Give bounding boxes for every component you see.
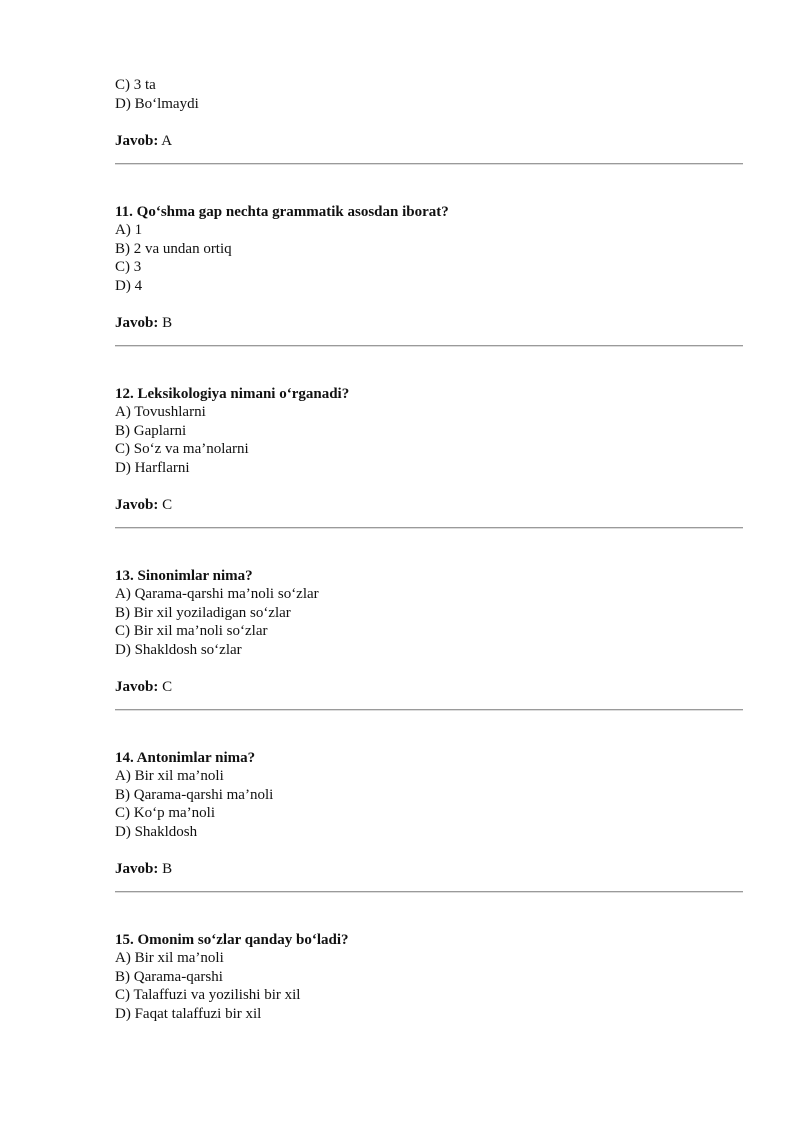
answer-value: B: [158, 861, 173, 877]
option-d: D) Shakldosh so‘zlar: [115, 641, 242, 658]
answer-value: A: [158, 133, 173, 149]
option-d: D) Shakldosh: [115, 823, 198, 840]
option-d: D) Bo‘lmaydi: [115, 95, 199, 112]
question-10-continued: [115, 76, 743, 151]
option-b: B) 2 va undan ortiq: [115, 240, 232, 257]
option-d: D) Faqat talaffuzi bir xil: [115, 1005, 262, 1022]
answer-line: [115, 132, 743, 151]
question-12: [115, 385, 743, 515]
answer-label: Javob:: [115, 133, 159, 149]
option-b: B) Bir xil yoziladigan so‘zlar: [115, 604, 291, 621]
question-11: [115, 203, 743, 333]
option-c: C) Bir xil ma’noli so‘zlar: [115, 623, 268, 639]
answer-value: C: [158, 497, 173, 513]
document-page: [115, 76, 743, 1023]
answer-line: [115, 496, 743, 515]
question-14: [115, 749, 743, 879]
question-title: 11. Qo‘shma gap nechta grammatik asosdan iborat?: [115, 203, 449, 220]
option-b: B) Qarama-qarshi: [115, 968, 223, 985]
answer-label: Javob:: [115, 679, 159, 695]
option-a: A) Tovushlarni: [115, 404, 206, 420]
question-15: [115, 931, 743, 1024]
answer-line: [115, 860, 743, 879]
question-title: 15. Omonim so‘zlar qanday bo‘ladi?: [115, 931, 349, 948]
option-c: C) Talaffuzi va yozilishi bir xil: [115, 987, 301, 1003]
answer-value: B: [158, 315, 173, 331]
option-c: C) 3 ta: [115, 77, 156, 93]
option-a: A) Bir xil ma’noli: [115, 768, 224, 784]
answer-value: C: [158, 679, 173, 695]
answer-label: Javob:: [115, 861, 159, 877]
question-title: 13. Sinonimlar nima?: [115, 567, 253, 584]
option-a: A) Bir xil ma’noli: [115, 950, 224, 966]
option-c: C) 3: [115, 259, 142, 275]
answer-label: Javob:: [115, 497, 159, 513]
question-title: 12. Leksikologiya nimani o‘rganadi?: [115, 385, 350, 402]
option-b: B) Qarama-qarshi ma’noli: [115, 786, 274, 803]
option-d: D) Harflarni: [115, 459, 190, 476]
option-a: A) Qarama-qarshi ma’noli so‘zlar: [115, 586, 319, 602]
answer-label: Javob:: [115, 315, 159, 331]
option-d: D) 4: [115, 277, 143, 294]
option-a: A) 1: [115, 222, 143, 238]
question-title: 14. Antonimlar nima?: [115, 749, 256, 766]
option-c: C) So‘z va ma’nolarni: [115, 441, 249, 457]
answer-line: [115, 314, 743, 333]
option-c: C) Ko‘p ma’noli: [115, 805, 215, 821]
question-13: [115, 567, 743, 697]
option-b: B) Gaplarni: [115, 422, 187, 439]
answer-line: [115, 678, 743, 697]
